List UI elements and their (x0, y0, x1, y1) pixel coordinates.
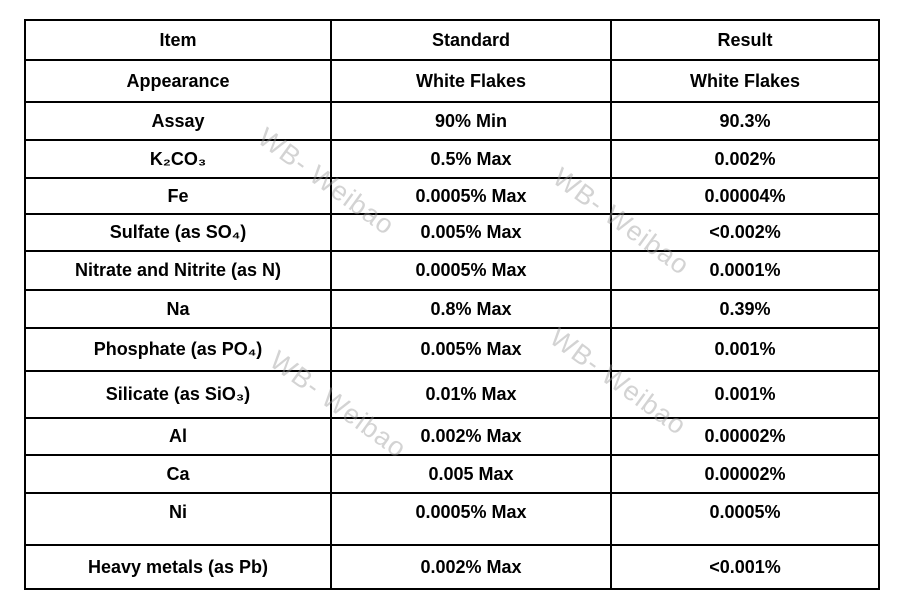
standard-cell: 0.0005% Max (331, 493, 611, 545)
watermark-text: WB- Weibao (264, 345, 413, 464)
standard-cell: 0.005% Max (331, 214, 611, 251)
result-cell: 0.00004% (611, 178, 879, 214)
watermark-text: WB- Weibao (547, 162, 696, 281)
standard-cell: 0.8% Max (331, 290, 611, 328)
result-cell: <0.001% (611, 545, 879, 589)
standard-cell: 0.5% Max (331, 140, 611, 178)
header-item: Item (25, 20, 331, 60)
table-row (25, 455, 879, 493)
standard-cell: 0.0005% Max (331, 251, 611, 290)
standard-cell: 0.002% Max (331, 545, 611, 589)
table-row (25, 140, 879, 178)
header-result: Result (611, 20, 879, 60)
item-cell: Nitrate and Nitrite (as N) (25, 251, 331, 290)
result-cell: 0.001% (611, 328, 879, 371)
item-cell: Phosphate (as PO₄) (25, 328, 331, 371)
watermark-text: WB- Weibao (252, 122, 401, 241)
item-cell: Silicate (as SiO₃) (25, 371, 331, 418)
result-cell: 0.002% (611, 140, 879, 178)
item-cell: Al (25, 418, 331, 455)
table-row (25, 328, 879, 371)
watermark-text: WB- Weibao (544, 322, 693, 441)
standard-cell: 90% Min (331, 102, 611, 140)
result-cell: 0.0005% (611, 493, 879, 545)
specification-table (24, 19, 880, 590)
table-row (25, 493, 879, 545)
item-cell: Assay (25, 102, 331, 140)
result-cell: 0.00002% (611, 418, 879, 455)
result-cell: 0.0001% (611, 251, 879, 290)
result-cell: 0.001% (611, 371, 879, 418)
item-cell: Fe (25, 178, 331, 214)
result-cell: <0.002% (611, 214, 879, 251)
item-cell: K₂CO₃ (25, 140, 331, 178)
table-row (25, 290, 879, 328)
standard-cell: 0.005 Max (331, 455, 611, 493)
table-row (25, 251, 879, 290)
standard-cell: 0.005% Max (331, 328, 611, 371)
standard-cell: 0.0005% Max (331, 178, 611, 214)
item-cell: Na (25, 290, 331, 328)
table-row (25, 102, 879, 140)
item-cell: Ni (25, 493, 331, 545)
item-cell: Heavy metals (as Pb) (25, 545, 331, 589)
table-row (25, 214, 879, 251)
item-cell: Sulfate (as SO₄) (25, 214, 331, 251)
result-cell: 0.39% (611, 290, 879, 328)
table-header-row (25, 20, 879, 60)
header-standard: Standard (331, 20, 611, 60)
table-row (25, 418, 879, 455)
result-cell: 0.00002% (611, 455, 879, 493)
table-row (25, 545, 879, 589)
table-row (25, 60, 879, 102)
standard-cell: 0.002% Max (331, 418, 611, 455)
result-cell: 90.3% (611, 102, 879, 140)
item-cell: Appearance (25, 60, 331, 102)
table-row (25, 178, 879, 214)
item-cell: Ca (25, 455, 331, 493)
table-row (25, 371, 879, 418)
result-cell: White Flakes (611, 60, 879, 102)
standard-cell: 0.01% Max (331, 371, 611, 418)
standard-cell: White Flakes (331, 60, 611, 102)
